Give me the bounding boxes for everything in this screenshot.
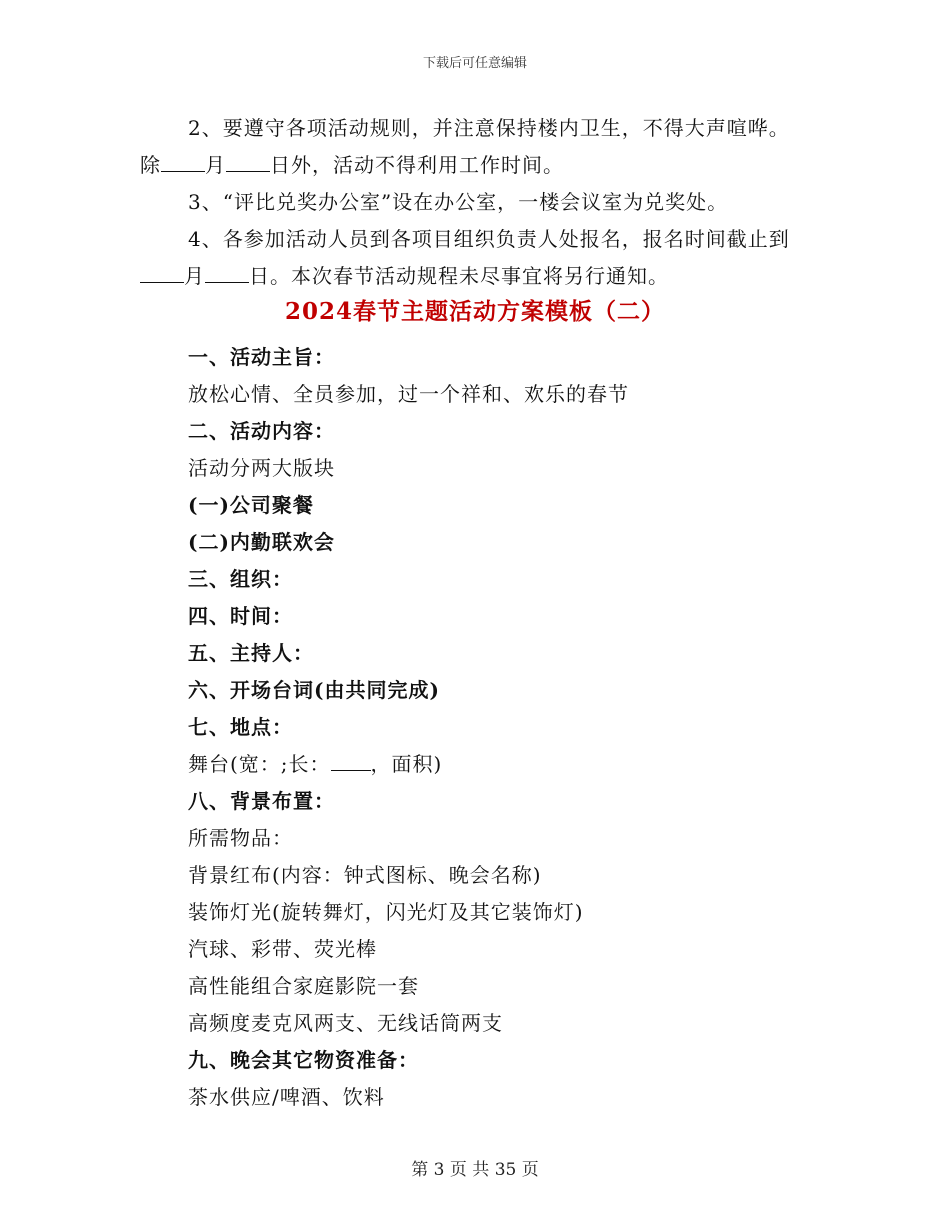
blank-line — [226, 153, 270, 172]
text-stage — [188, 750, 868, 778]
text-fragment: 月 — [205, 153, 226, 177]
heading-organization: 三、组织： — [188, 567, 293, 591]
text-fragment: 日外，活动不得利用工作时间。 — [270, 153, 564, 177]
list-item: 汽球、彩带、荧光棒 — [188, 937, 377, 961]
text-fragment: 日。本次春节活动规程未尽事宜将另行通知。 — [249, 264, 669, 288]
text-fragment: 月 — [184, 264, 205, 288]
heading-host: 五、主持人： — [188, 641, 314, 665]
text-fragment: ，面积) — [370, 752, 443, 776]
item-dinner: (一)公司聚餐 — [188, 493, 314, 517]
paragraph-rule-2: 2、要遵守各项活动规则，并注意保持楼内卫生，不得大声喧哗。 — [188, 116, 790, 140]
list-item: 高频度麦克风两支、无线话筒两支 — [188, 1011, 503, 1035]
paragraph-rule-4-cont — [140, 262, 820, 290]
item-party: (二)内勤联欢会 — [188, 530, 335, 554]
text-fragment: 舞台(宽：;长： — [188, 752, 331, 776]
heading-opening: 六、开场台词(由共同完成) — [188, 678, 440, 702]
list-item: 所需物品： — [188, 826, 293, 850]
blank-line — [140, 264, 184, 283]
text-supplies: 茶水供应/啤酒、饮料 — [188, 1085, 385, 1109]
paragraph-rule-3: 3、“评比兑奖办公室”设在办公室，一楼会议室为兑奖处。 — [188, 190, 729, 214]
heading-content: 二、活动内容： — [188, 419, 335, 443]
section-title: 2024春节主题活动方案模板（二） — [284, 298, 665, 325]
paragraph-rule-2-cont — [140, 151, 820, 179]
text-purpose: 放松心情、全员参加，过一个祥和、欢乐的春节 — [188, 382, 629, 406]
list-item: 装饰灯光(旋转舞灯，闪光灯及其它装饰灯) — [188, 900, 584, 924]
text-content: 活动分两大版块 — [188, 456, 335, 480]
heading-purpose: 一、活动主旨： — [188, 345, 335, 369]
heading-location: 七、地点： — [188, 715, 293, 739]
list-item: 背景红布(内容：钟式图标、晚会名称) — [188, 863, 542, 887]
heading-supplies: 九、晚会其它物资准备： — [188, 1048, 419, 1072]
text-fragment: 除 — [140, 153, 161, 177]
blank-line — [331, 752, 371, 771]
paragraph-rule-4: 4、各参加活动人员到各项目组织负责人处报名，报名时间截止到 — [188, 227, 790, 251]
blank-line — [205, 264, 249, 283]
heading-background: 八、背景布置： — [188, 789, 335, 813]
page-footer: 第 3 页 共 35 页 — [411, 1160, 539, 1180]
heading-time: 四、时间： — [188, 604, 293, 628]
page-header: 下载后可任意编辑 — [422, 56, 527, 71]
list-item: 高性能组合家庭影院一套 — [188, 974, 419, 998]
blank-line — [161, 153, 205, 172]
